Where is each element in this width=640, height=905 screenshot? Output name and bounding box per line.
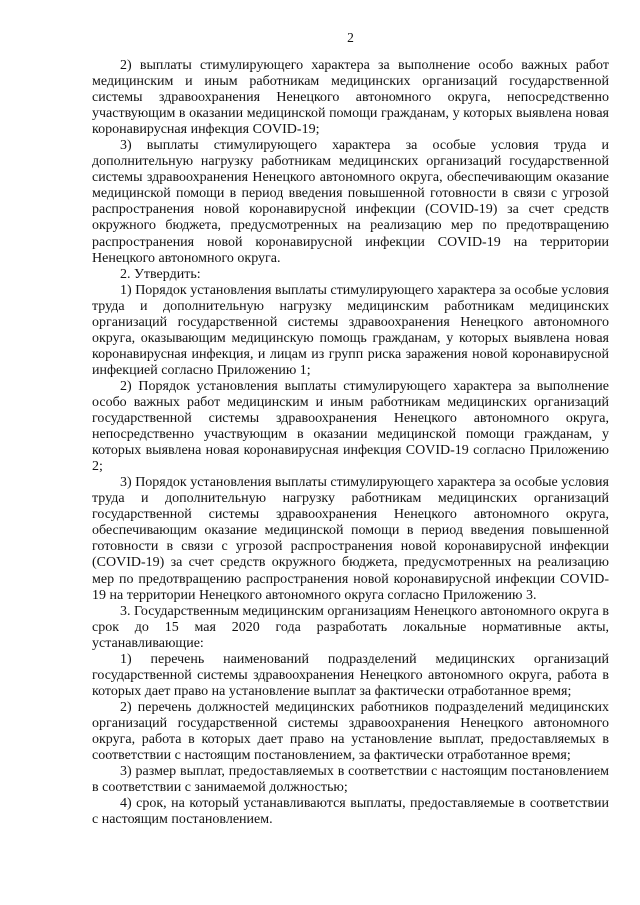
paragraph: 2. Утвердить: bbox=[120, 266, 201, 282]
paragraph: 3) Порядок установления выплаты стимулирующего характера за особые условия труда и дополнительную нагрузку работникам медицинских организаций государственной системы здравоохранения Ненецкого автономного округа, обеспечивающим оказание медицинской помощи в период введения повышенной готовности в связи с угрозой распространения новой коронавирусной инфекции (COVID-19) за счет средств окружного бюджета, предусмотренных на реализацию мер по предотвращению распространения новой коронавирусной инфекции COVID-19 на территории Ненецкого автономного округа согласно Приложению 3. bbox=[92, 475, 609, 603]
paragraph: 3. Государственным медицинским организациям Ненецкого автономного округа в срок до 15 мая 2020 года разработать локальные нормативные акты, устанавливающие: bbox=[92, 603, 609, 651]
paragraph: 3) выплаты стимулирующего характера за особые условия труда и дополнительную нагрузку работникам медицинских организаций государственной системы здравоохранения Ненецкого автономного округа, обеспечивающим оказание медицинской помощи в период введения повышенной готовности в связи с угрозой распространения новой коронавирусной инфекции (COVID-19) за счет средств окружного бюджета, предусмотренных на реализацию мер по предотвращению распространения новой коронавирусной инфекции COVID-19 на территории Ненецкого автономного округа. bbox=[92, 138, 609, 266]
document-page bbox=[92, 30, 609, 828]
paragraph: 2) выплаты стимулирующего характера за выполнение особо важных работ медицинским и иным работникам медицинских организаций государственной системы здравоохранения Ненецкого автономного округа, непосредственно участвующим в оказании медицинской помощи гражданам, у которых выявлена новая коронавирусная инфекция COVID-19; bbox=[92, 58, 609, 138]
paragraph: 2) перечень должностей медицинских работников подразделений медицинских организаций государственной системы здравоохранения Ненецкого автономного округа, работа в которых дает право на установление выплат, предоставляемых в соответствии с настоящим постановлением, за фактически отработанное время; bbox=[92, 699, 609, 764]
document-body bbox=[92, 58, 609, 828]
paragraph: 3) размер выплат, предоставляемых в соответствии с настоящим постановлением в соответствии с занимаемой должностью; bbox=[92, 764, 609, 796]
paragraph: 1) Порядок установления выплаты стимулирующего характера за особые условия труда и дополнительную нагрузку медицинским работникам медицинских организаций государственной системы здравоохранения Ненецкого автономного округа, оказывающим медицинскую помощь гражданам, у которых выявлена новая коронавирусная инфекция, и лицам из групп риска заражения новой коронавирусной инфекцией согласно Приложению 1; bbox=[92, 282, 609, 378]
paragraph: 1) перечень наименований подразделений медицинских организаций государственной системы здравоохранения Ненецкого автономного округа, работа в которых дает право на установление выплат за фактически отработанное время; bbox=[92, 651, 609, 699]
page-number: 2 bbox=[347, 30, 354, 45]
paragraph: 2) Порядок установления выплаты стимулирующего характера за выполнение особо важных работ медицинским и иным работникам медицинских организаций государственной системы здравоохранения Ненецкого автономного округа, непосредственно участвующим в оказании медицинской помощи гражданам, у которых выявлена новая коронавирусная инфекция COVID-19 согласно Приложению 2; bbox=[92, 378, 609, 475]
paragraph: 4) срок, на который устанавливаются выплаты, предоставляемые в соответствии с настоящим постановлением. bbox=[92, 796, 609, 828]
